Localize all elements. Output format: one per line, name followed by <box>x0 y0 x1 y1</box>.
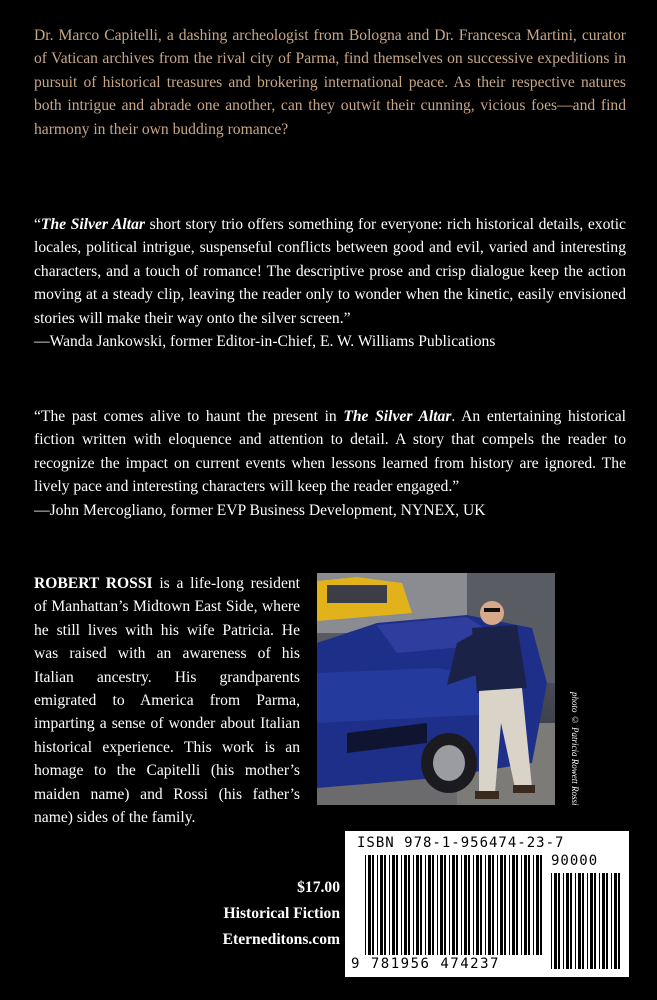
price-block <box>140 875 340 953</box>
review-quote-1 <box>34 213 626 353</box>
publisher-website: Eterneditons.com <box>222 931 340 948</box>
price: $17.00 <box>297 879 340 896</box>
barcode-ean-number: 9 781956 474237 <box>351 956 500 972</box>
author-bio-text: is a life-long resident of Manhattan’s Midtown East Side, where he still lives with his wife Patricia. He was raised with an awareness of his Italian ancestry. His grandparents emigrated to America from Parma, imparting a sense of wonder about Italian historical experience. This work is an homage to the Capitelli (his mother’s maiden name) and Rossi (his father’s name) sides of the family. <box>34 575 300 827</box>
synopsis-text: Dr. Marco Capitelli, a dashing archeologist from Bologna and Dr. Francesca Martini, curator of Vatican archives from the rival city of Parma, find themselves on successive expeditions in pursuit of historical treasures and brokering international peace. As their respective natures both intrigue and abrade one another, can they outwit their cunning, vicious foes—and find harmony in their own budding romance? <box>34 27 626 138</box>
review-1-text: short story trio offers something for everyone: rich historical details, exotic locales, political intrigue, suspenseful conflicts between good and evil, varied and interesting characters, and a touch of romance! The descriptive prose and crisp dialogue keep the action moving at a steady clip, leaving the reader only to wonder when the kinetic, easily envisioned stories will make their way onto the silver screen.” <box>34 216 626 327</box>
review-2-book-title: The Silver Altar <box>343 408 452 425</box>
review-1-open-quote: “ <box>34 216 41 233</box>
review-1-attribution: —Wanda Jankowski, former Editor-in-Chief, E. W. Williams Publications <box>34 333 496 351</box>
barcode-addon-number: 90000 <box>551 853 599 869</box>
isbn-text: ISBN 978-1-956474-23-7 <box>357 835 565 851</box>
author-bio <box>34 572 300 829</box>
review-1-book-title: The Silver Altar <box>40 216 145 233</box>
author-photo-illustration <box>317 573 555 805</box>
author-photo <box>317 573 555 805</box>
review-quote-2 <box>34 405 626 522</box>
review-2-text-after: . An entertaining historical fiction written with eloquence and attention to detail. A story that compels the reader to recognize the impact on current events when lessons learned from history are ignored. The lively pace and interesting characters will keep the reader engaged.” <box>34 408 626 496</box>
barcode <box>345 831 629 977</box>
genre: Historical Fiction <box>223 905 340 922</box>
author-name: ROBERT ROSSI <box>34 575 153 592</box>
review-2-attribution: —John Mercogliano, former EVP Business Development, NYNEX, UK <box>34 501 486 519</box>
photo-credit: photo © Patricia Rowett Rossi <box>570 691 580 805</box>
review-2-text-before: “The past comes alive to haunt the present in <box>34 408 344 425</box>
